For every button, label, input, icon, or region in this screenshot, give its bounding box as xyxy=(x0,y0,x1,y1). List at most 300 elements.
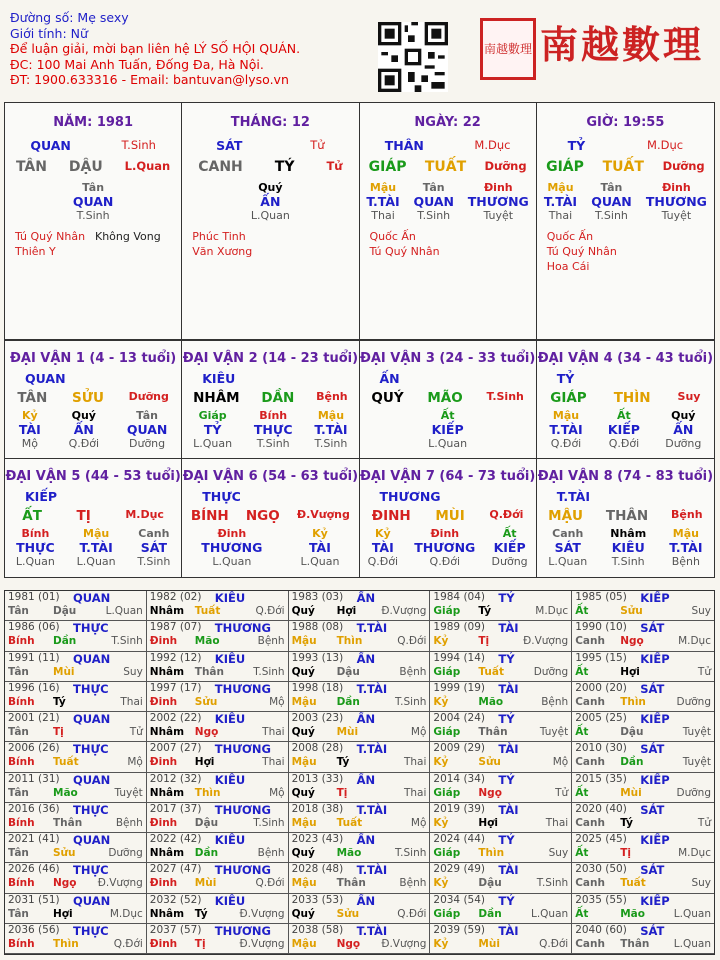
year-stage: Mộ xyxy=(269,695,285,708)
year-stage: T.Sinh xyxy=(536,877,569,890)
year-stage: Đ.Vượng xyxy=(381,605,427,617)
year-branch: Dậu xyxy=(478,877,502,890)
year-stem: Canh xyxy=(575,877,605,890)
year-god: THỰC xyxy=(73,923,109,938)
year-stage: Suy xyxy=(691,605,711,617)
year-stem: Nhâm xyxy=(149,786,185,799)
qr-code-icon xyxy=(378,22,448,92)
hidden-stems: Bính THỰC L.Quan Mậu T.TÀI L.Quan Canh SÁT T.Sinh xyxy=(15,527,171,568)
year-stage: M.Dục xyxy=(535,605,569,617)
year-stem: Tân xyxy=(8,605,29,617)
pillar-relation: L.Quan xyxy=(124,159,171,173)
year-label: 1990 (10) xyxy=(575,621,627,634)
year-label: 2006 (26) xyxy=(8,742,60,755)
dai-van-branch: TỊ xyxy=(76,508,91,524)
year-label: 2001 (21) xyxy=(8,712,60,724)
dai-van-god: ẤN xyxy=(379,371,400,386)
year-god: ẤN xyxy=(356,651,376,666)
year-branch: Mùi xyxy=(194,877,217,890)
year-god: TÀI xyxy=(498,681,519,696)
year-stage: M.Dục xyxy=(678,635,711,648)
year-stage: Thai xyxy=(403,786,427,799)
year-cell xyxy=(430,773,572,803)
year-stem: Kỷ xyxy=(433,816,449,829)
year-stage: L.Quan xyxy=(105,605,143,617)
hidden-stems: Kỷ TÀI Mộ Quý ẤN Q.Đới Tân QUAN Dưỡng xyxy=(18,409,168,450)
year-cell xyxy=(289,621,431,651)
year-god: TÀI xyxy=(498,802,519,817)
year-branch: Sửu xyxy=(194,695,218,708)
dai-van-row-2 xyxy=(4,459,715,578)
pillar-relation: Dưỡng xyxy=(662,159,705,173)
year-label: 2037 (57) xyxy=(149,923,202,936)
year-branch: Tuất xyxy=(478,665,504,678)
year-stage: Thai xyxy=(262,726,285,738)
year-branch: Dậu xyxy=(53,605,77,617)
year-label: 1991 (11) xyxy=(8,651,60,664)
year-cell xyxy=(289,863,431,893)
dai-van-cell xyxy=(537,341,714,458)
year-stage: Q.Đới xyxy=(255,877,285,890)
dai-van-cell xyxy=(5,341,182,458)
year-stage: Suy xyxy=(123,665,143,678)
year-stage: Đ.Vượng xyxy=(381,937,427,950)
year-stem: Mậu xyxy=(291,756,317,769)
hidden-stem: Mậu T.TÀI Thai xyxy=(366,181,400,222)
year-stage: L.Quan xyxy=(673,937,711,950)
dai-van-god: THƯƠNG xyxy=(379,489,441,504)
year-label: 1984 (04) xyxy=(433,591,486,603)
year-stage: Tử xyxy=(555,786,569,799)
hidden-stems: Giáp TỶ L.Quan Bính THỰC T.Sinh Mậu T.TÀI T.Sinh xyxy=(193,409,348,450)
year-branch: Dần xyxy=(620,756,644,769)
year-label: 2019 (39) xyxy=(433,802,486,815)
year-stage: Bệnh xyxy=(115,816,143,829)
year-god: THƯƠNG xyxy=(214,802,271,817)
year-stem: Kỷ xyxy=(433,635,449,648)
year-god: ẤN xyxy=(356,893,376,908)
dai-van-title: ĐẠI VẬN 4 (34 - 43 tuổi) xyxy=(537,351,714,366)
year-god: THƯƠNG xyxy=(214,742,271,757)
dai-van-god: T.TÀI xyxy=(556,489,591,504)
pillar-stem: CANH xyxy=(198,159,243,175)
year-branch: Mùi xyxy=(620,786,642,799)
year-label: 2034 (54) xyxy=(433,893,486,906)
year-cell xyxy=(5,833,147,863)
dai-van-stem: NHÂM xyxy=(193,390,240,406)
year-label: 1987 (07) xyxy=(149,621,202,634)
year-stage: T.Sinh xyxy=(394,847,427,859)
year-stage: Tuyệt xyxy=(114,786,143,799)
year-cell xyxy=(289,591,431,621)
year-stem: Giáp xyxy=(433,605,461,617)
luu-nien-grid xyxy=(4,590,715,955)
pillar-stem: GIÁP xyxy=(368,159,407,175)
year-cell xyxy=(147,682,289,712)
dai-van-god: KIÊU xyxy=(202,371,236,386)
year-label: 2031 (51) xyxy=(8,893,60,906)
dai-van-title: ĐẠI VẬN 5 (44 - 53 tuổi) xyxy=(5,469,181,484)
year-god: KIÊU xyxy=(214,772,246,787)
year-god: T.TÀI xyxy=(356,802,388,817)
star-list: Phúc Tinh Văn Xương xyxy=(192,230,253,258)
year-branch: Dần xyxy=(336,695,360,708)
year-stage: Tử xyxy=(697,665,711,678)
year-label: 2024 (44) xyxy=(433,833,486,845)
brand-title: 南越數理 xyxy=(540,22,705,67)
year-god: THƯƠNG xyxy=(214,863,271,878)
year-branch: Mùi xyxy=(336,726,359,738)
year-cell xyxy=(147,894,289,924)
year-label: 2015 (35) xyxy=(575,772,627,785)
dai-van-god: THỰC xyxy=(202,489,241,504)
year-god: THỰC xyxy=(73,681,109,696)
year-branch: Tị xyxy=(53,726,64,738)
year-god: THƯƠNG xyxy=(214,621,271,636)
year-god: T.TÀI xyxy=(356,923,388,938)
dai-van-stage: Đ.Vượng xyxy=(296,508,350,521)
year-stage: Tuyệt xyxy=(539,726,569,738)
year-label: 1999 (19) xyxy=(433,681,486,694)
year-label: 1982 (02) xyxy=(149,591,202,603)
year-cell xyxy=(289,742,431,772)
year-stage: Q.Đới xyxy=(397,907,427,920)
year-god: TỶ xyxy=(498,893,515,908)
year-stage: T.Sinh xyxy=(111,635,143,648)
pillar-branch: TUẤT xyxy=(424,159,467,175)
dai-van-branch: SỬU xyxy=(71,390,104,406)
year-label: 2028 (48) xyxy=(291,863,344,876)
year-god: QUAN xyxy=(73,772,111,787)
year-cell xyxy=(572,773,714,803)
year-branch: Thân xyxy=(194,665,224,678)
year-god: KIẾP xyxy=(640,712,670,726)
year-cell xyxy=(572,712,714,742)
year-stage: Bệnh xyxy=(399,877,427,890)
dai-van-stem: TÂN xyxy=(17,390,48,406)
year-stage: Thai xyxy=(545,816,569,829)
year-god: KIẾP xyxy=(640,591,670,605)
year-branch: Hợi xyxy=(53,907,73,920)
dai-van-branch: NGỌ xyxy=(245,508,280,524)
year-cell xyxy=(289,833,431,863)
dai-van-god: QUAN xyxy=(25,371,66,386)
year-stem: Mậu xyxy=(291,816,317,829)
year-branch: Thân xyxy=(336,877,366,890)
year-branch: Tị xyxy=(620,847,631,859)
year-god: SÁT xyxy=(640,923,665,938)
year-branch: Mão xyxy=(478,695,504,708)
dai-van-title: ĐẠI VẬN 3 (24 - 33 tuổi) xyxy=(359,351,536,366)
year-branch: Dần xyxy=(478,907,502,920)
year-god: THƯƠNG xyxy=(214,923,271,938)
pillar-branch: DẬU xyxy=(68,159,103,175)
year-stage: Q.Đới xyxy=(255,605,285,617)
hidden-stem: Tân QUAN T.Sinh xyxy=(591,181,632,222)
year-label: 2010 (30) xyxy=(575,742,627,755)
pillar-cell xyxy=(360,103,537,339)
year-stage: Q.Đới xyxy=(113,937,143,950)
year-god: SÁT xyxy=(640,742,665,757)
year-stage: Đ.Vượng xyxy=(239,907,285,920)
year-stage: Dưỡng xyxy=(533,665,569,678)
year-cell xyxy=(430,682,572,712)
year-stem: Kỷ xyxy=(433,877,449,890)
year-god: QUAN xyxy=(73,591,111,605)
dai-van-cell xyxy=(182,341,359,458)
year-god: THỰC xyxy=(73,621,109,636)
year-stage: Tuyệt xyxy=(682,756,711,769)
year-branch: Thìn xyxy=(620,695,646,708)
year-cell xyxy=(572,924,714,954)
pillar-stage: M.Dục xyxy=(474,138,511,152)
pillar-stage: Tử xyxy=(310,138,325,152)
year-cell xyxy=(5,712,147,742)
year-label: 2017 (37) xyxy=(149,802,202,815)
year-stage: Mộ xyxy=(127,756,143,769)
pillar-relation: Tử xyxy=(326,159,343,173)
year-label: 2008 (28) xyxy=(291,742,344,755)
dai-van-stem: GIÁP xyxy=(550,390,587,406)
year-cell xyxy=(430,652,572,682)
year-label: 1983 (03) xyxy=(291,591,344,603)
year-god: KIẾP xyxy=(640,833,670,847)
year-stem: Giáp xyxy=(433,665,461,678)
year-label: 2013 (33) xyxy=(291,772,344,785)
year-label: 2004 (24) xyxy=(433,712,486,724)
year-label: 1998 (18) xyxy=(291,681,344,694)
year-stem: Nhâm xyxy=(149,665,185,678)
year-label: 1996 (16) xyxy=(8,681,60,694)
year-label: 2018 (38) xyxy=(291,802,344,815)
year-label: 2011 (31) xyxy=(8,772,60,785)
year-stem: Quý xyxy=(291,786,315,799)
year-branch: Dậu xyxy=(336,665,360,678)
year-stage: L.Quan xyxy=(530,907,569,920)
dai-van-title: ĐẠI VẬN 2 (14 - 23 tuổi) xyxy=(182,351,359,366)
contact-line: Để luận giải, mời bạn liên hệ LÝ SỐ HỘI QUÁN. xyxy=(10,41,301,56)
year-god: QUAN xyxy=(73,893,111,908)
year-cell xyxy=(572,894,714,924)
dai-van-god: KIẾP xyxy=(25,489,58,504)
dai-van-stage: Dưỡng xyxy=(128,390,169,403)
year-stem: Ất xyxy=(575,726,589,738)
year-stem: Bính xyxy=(8,756,35,769)
year-stage: Mộ xyxy=(410,726,427,738)
year-stem: Bính xyxy=(8,877,35,890)
gender-line: Giới tính: Nữ xyxy=(10,25,88,41)
year-branch: Tị xyxy=(194,937,206,950)
year-stage: Mộ xyxy=(410,816,427,829)
dai-van-branch: THÂN xyxy=(605,508,649,524)
year-stem: Bính xyxy=(8,816,35,829)
year-stem: Kỷ xyxy=(433,756,449,769)
dai-van-cell xyxy=(360,459,537,577)
year-label: 2022 (42) xyxy=(149,833,202,845)
year-stem: Quý xyxy=(291,726,315,738)
year-god: THỰC xyxy=(73,742,109,757)
year-god: TỶ xyxy=(498,591,515,605)
year-stem: Đinh xyxy=(149,816,178,829)
year-stem: Ất xyxy=(575,605,589,617)
year-god: KIÊU xyxy=(214,591,246,605)
year-god: ẤN xyxy=(356,712,376,726)
year-cell xyxy=(5,803,147,833)
year-cell xyxy=(147,652,289,682)
year-stem: Ất xyxy=(575,665,589,678)
year-branch: Tị xyxy=(336,786,348,799)
year-branch: Tý xyxy=(478,605,492,617)
year-label: 2030 (50) xyxy=(575,863,627,876)
year-stage: Dưỡng xyxy=(676,695,711,708)
star-list: Quốc Ấn Tú Quý Nhân xyxy=(369,230,440,258)
year-god: ẤN xyxy=(356,833,376,847)
hidden-stem: Tân QUAN T.Sinh xyxy=(413,181,454,222)
year-label: 2038 (58) xyxy=(291,923,344,936)
year-god: SÁT xyxy=(640,621,665,636)
year-stem: Bính xyxy=(8,937,35,950)
year-stage: M.Dục xyxy=(678,847,711,859)
year-stem: Bính xyxy=(8,695,35,708)
year-cell xyxy=(289,894,431,924)
year-branch: Ngọ xyxy=(194,726,219,738)
year-stem: Canh xyxy=(575,937,605,950)
year-branch: Thân xyxy=(620,937,650,950)
year-stage: Bệnh xyxy=(399,665,427,678)
year-god: ẤN xyxy=(356,772,376,787)
year-god: TÀI xyxy=(498,863,519,878)
year-stem: Giáp xyxy=(433,726,461,738)
year-cell xyxy=(147,773,289,803)
year-branch: Sửu xyxy=(478,756,501,769)
dai-van-stem: MẬU xyxy=(548,508,584,524)
pillar-branch: TÝ xyxy=(274,159,295,175)
year-label: 1985 (05) xyxy=(575,591,627,603)
year-stem: Canh xyxy=(575,635,605,648)
year-stem: Mậu xyxy=(291,695,317,708)
dai-van-god: TỶ xyxy=(556,371,575,386)
year-stage: Thai xyxy=(262,756,285,769)
year-god: TỶ xyxy=(498,651,515,666)
year-cell xyxy=(5,863,147,893)
year-stem: Mậu xyxy=(291,937,317,950)
hidden-stem: Mậu T.TÀI Thai xyxy=(543,181,578,222)
year-god: KIẾP xyxy=(640,893,670,908)
year-label: 2039 (59) xyxy=(433,923,486,936)
dai-van-branch: DẦN xyxy=(261,390,295,406)
year-stage: Suy xyxy=(548,847,569,859)
year-label: 2023 (43) xyxy=(291,833,344,845)
year-cell xyxy=(289,803,431,833)
year-stage: Q.Đới xyxy=(397,635,427,648)
year-god: THỰC xyxy=(73,863,109,878)
year-god: SÁT xyxy=(640,863,665,878)
year-cell xyxy=(572,621,714,651)
year-cell xyxy=(147,863,289,893)
year-label: 1992 (12) xyxy=(149,651,202,664)
year-branch: Mão xyxy=(194,635,220,648)
year-stage: L.Quan xyxy=(673,907,711,920)
dai-van-branch: MÙI xyxy=(435,508,465,524)
year-branch: Tý xyxy=(53,695,66,708)
pillar-relation: Dưỡng xyxy=(484,159,527,173)
year-stem: Tân xyxy=(8,847,29,859)
year-stage: Suy xyxy=(691,877,711,890)
year-cell xyxy=(289,712,431,742)
year-stem: Tân xyxy=(8,907,29,920)
year-label: 2014 (34) xyxy=(433,772,486,785)
dai-van-stem: ẤT xyxy=(22,508,42,524)
dai-van-stage: Q.Đới xyxy=(489,508,524,521)
year-label: 2007 (27) xyxy=(149,742,202,755)
year-cell xyxy=(147,591,289,621)
year-branch: Ngọ xyxy=(478,786,502,799)
year-cell xyxy=(5,773,147,803)
year-god: THỰC xyxy=(73,802,109,817)
dai-van-stem: BÍNH xyxy=(190,508,229,524)
year-stem: Đinh xyxy=(149,937,178,950)
year-god: SÁT xyxy=(640,802,665,817)
year-stem: Mậu xyxy=(291,877,317,890)
dai-van-row-1 xyxy=(4,340,715,459)
year-label: 2029 (49) xyxy=(433,863,486,876)
year-stem: Nhâm xyxy=(149,907,185,920)
year-cell xyxy=(289,773,431,803)
year-branch: Mão xyxy=(620,907,645,920)
year-branch: Tuất xyxy=(194,605,221,617)
year-god: TÀI xyxy=(498,923,519,938)
year-branch: Tuất xyxy=(53,756,79,769)
dai-van-branch: THÌN xyxy=(613,390,651,406)
year-cell xyxy=(5,894,147,924)
dai-van-stage: T.Sinh xyxy=(486,390,524,403)
year-label: 2012 (32) xyxy=(149,772,202,785)
year-stage: Tử xyxy=(697,816,711,829)
pillar-cell xyxy=(5,103,182,339)
year-branch: Mão xyxy=(53,786,78,799)
dai-van-stem: QUÝ xyxy=(371,390,404,406)
year-stage: T.Sinh xyxy=(394,695,427,708)
year-label: 2026 (46) xyxy=(8,863,60,876)
year-cell xyxy=(572,833,714,863)
hidden-stems xyxy=(5,181,181,222)
dai-van-stage: Suy xyxy=(677,390,701,403)
year-stage: Q.Đới xyxy=(539,937,569,950)
year-cell xyxy=(430,803,572,833)
pillar-title: THÁNG: 12 xyxy=(230,115,310,130)
year-god: TÀI xyxy=(498,742,519,757)
year-stem: Bính xyxy=(8,635,35,648)
year-branch: Dần xyxy=(53,635,77,648)
year-god: KIẾP xyxy=(640,772,670,787)
pillar-cell xyxy=(537,103,714,339)
year-branch: Dậu xyxy=(194,816,219,829)
year-branch: Sửu xyxy=(620,605,643,617)
year-cell xyxy=(5,652,147,682)
hidden-stem: Đinh THƯƠNG Tuyệt xyxy=(467,181,529,222)
phone-email-line: ĐT: 1900.633316 - Email: bantuvan@lyso.vn xyxy=(10,72,289,87)
year-label: 2040 (60) xyxy=(575,923,627,936)
hidden-stems: Đinh THƯƠNG L.Quan Kỷ TÀI L.Quan xyxy=(201,527,340,568)
year-label: 2021 (41) xyxy=(8,833,60,845)
hidden-stems: Kỷ TÀI Q.Đới Đinh THƯƠNG Q.Đới Ất KIẾP Dưỡng xyxy=(367,527,528,568)
year-branch: Thìn xyxy=(336,635,363,648)
year-branch: Ngọ xyxy=(53,877,77,890)
year-stem: Đinh xyxy=(149,635,178,648)
year-stem: Quý xyxy=(291,847,315,859)
year-branch: Dậu xyxy=(620,726,644,738)
year-god: TÀI xyxy=(498,621,519,636)
